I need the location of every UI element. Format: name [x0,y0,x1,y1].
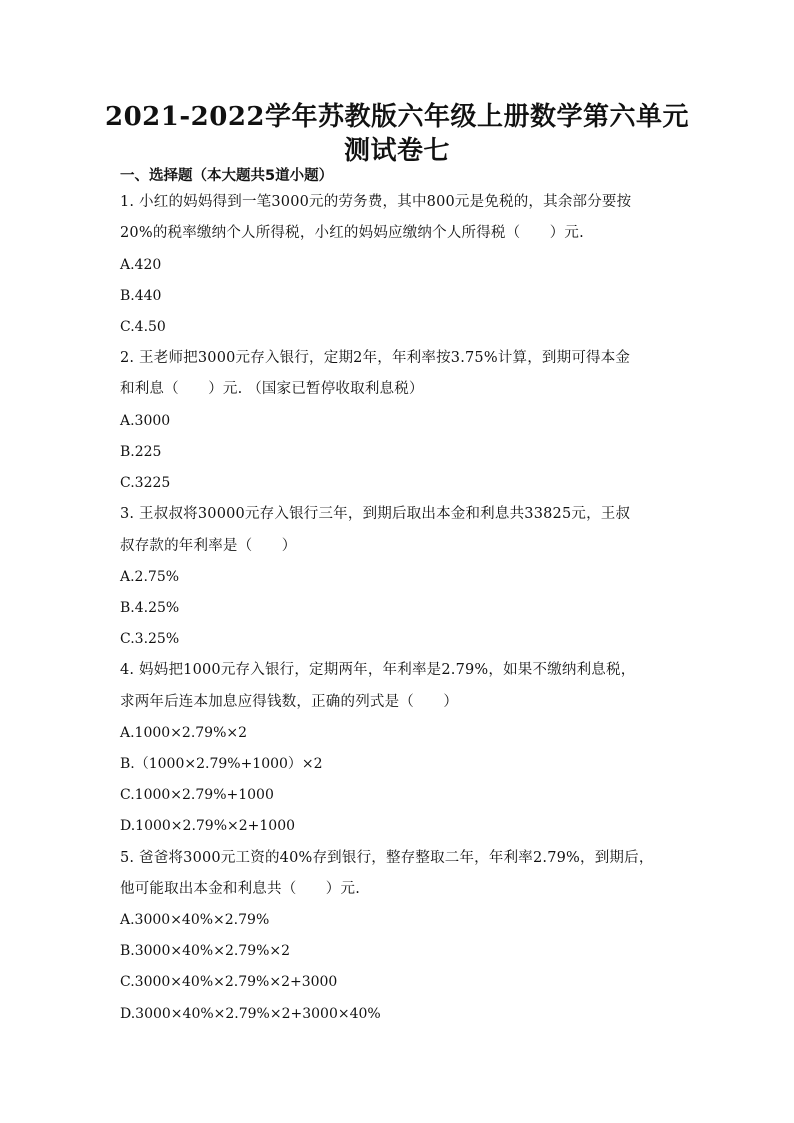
question-2-option-b: B.225 [120,444,162,460]
question-1-option-a: A.420 [120,257,162,273]
question-2-stem-line-2: 和利息（ ）元. （国家已暂停收取利息税） [120,381,424,397]
question-2-option-c: C.3225 [120,475,171,491]
question-3-stem-line-1: 3. 王叔叔将30000元存入银行三年，到期后取出本金和利息共33825元，王叔 [120,506,631,522]
question-1-stem-line-1: 1. 小红的妈妈得到一笔3000元的劳务费，其中800元是免税的，其余部分要按 [120,194,632,210]
section-heading: 一、选择题（本大题共5道小题） [120,168,334,184]
question-1-option-c: C.4.50 [120,319,166,335]
question-1-option-b: B.440 [120,288,162,304]
question-3-option-c: C.3.25% [120,631,180,647]
question-2-stem-line-1: 2. 王老师把3000元存入银行，定期2年，年利率按3.75%计算，到期可得本金 [120,350,631,366]
question-2-option-a: A.3000 [120,413,171,429]
question-3-option-a: A.2.75% [120,569,180,585]
question-1-stem-line-2: 20%的税率缴纳个人所得税，小红的妈妈应缴纳个人所得税（ ）元. [120,225,584,241]
question-5-stem-line-1: 5. 爸爸将3000元工资的40%存到银行，整存整取二年，年利率2.79%，到期后， [120,850,654,866]
question-4-option-d: D.1000×2.79%×2+1000 [120,818,296,834]
question-3-option-b: B.4.25% [120,600,180,616]
question-4-option-b: B.（1000×2.79%+1000）×2 [120,756,323,772]
question-4-stem-line-2: 求两年后连本加息应得钱数，正确的列式是（ ） [120,694,459,710]
question-5-option-a: A.3000×40%×2.79% [120,912,270,928]
question-5-option-c: C.3000×40%×2.79%×2+3000 [120,974,338,990]
question-4-stem-line-1: 4. 妈妈把1000元存入银行，定期两年，年利率是2.79%，如果不缴纳利息税， [120,662,636,678]
question-3-stem-line-2: 叔存款的年利率是（ ） [120,538,297,554]
question-4-option-a: A.1000×2.79%×2 [120,725,248,741]
question-4-option-c: C.1000×2.79%+1000 [120,787,274,803]
page-title-continued: 测试卷七 [343,136,450,166]
question-5-stem-line-2: 他可能取出本金和利息共（ ）元. [120,881,361,897]
question-5-option-b: B.3000×40%×2.79%×2 [120,943,291,959]
page-title: 2021-2022学年苏教版六年级上册数学第六单元 [104,102,690,132]
question-5-option-d: D.3000×40%×2.79%×2+3000×40% [120,1006,381,1022]
